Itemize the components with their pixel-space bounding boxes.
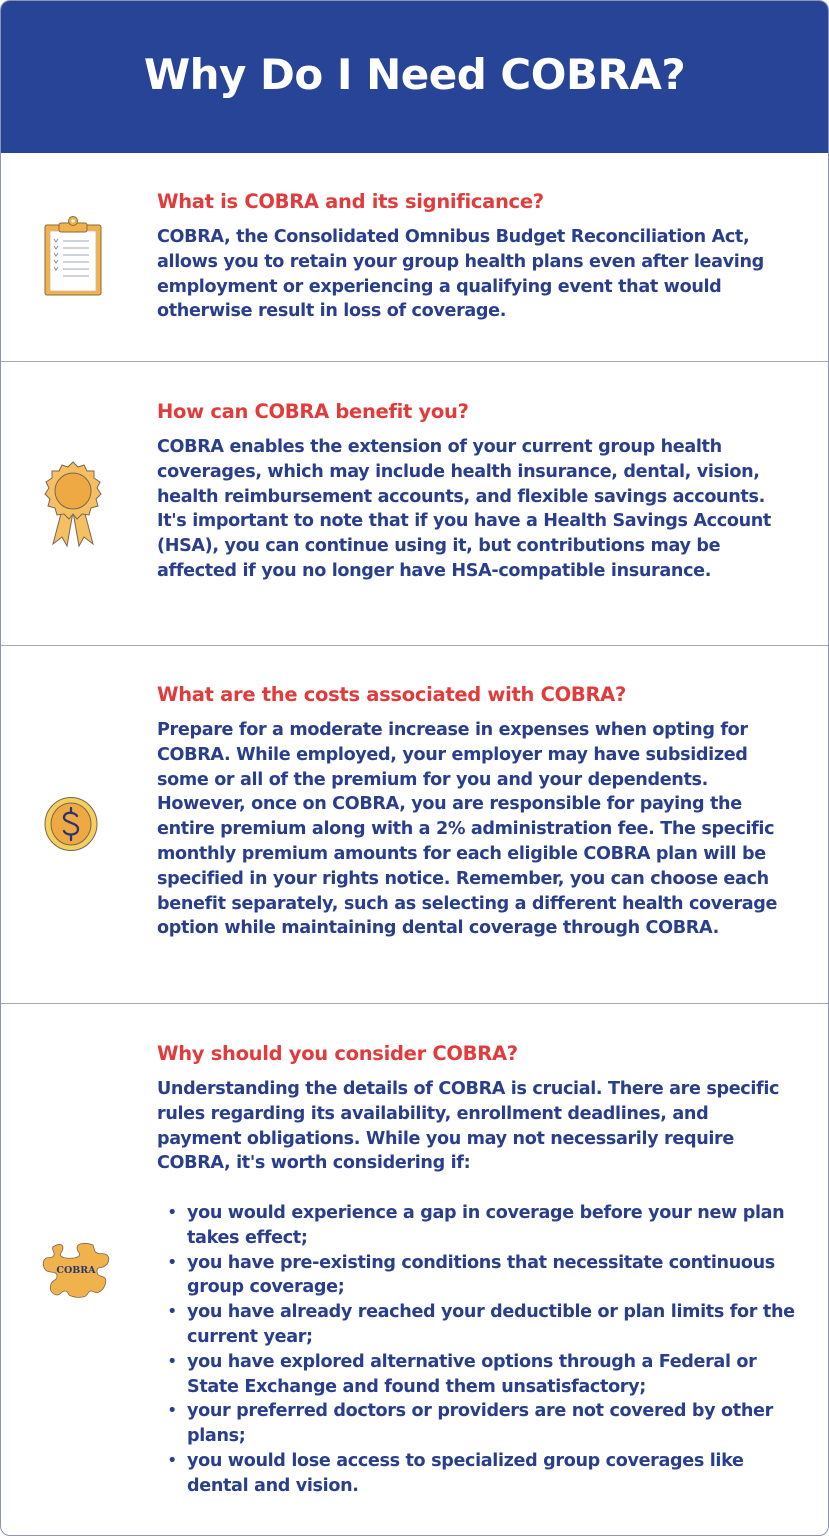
page-title: Why Do I Need COBRA? [143,49,686,99]
list-item: • you would lose access to specialized group coverages like dental and vision. [167,1449,798,1499]
section-question: What are the costs associated with COBRA? [157,683,626,706]
section-question: Why should you consider COBRA? [157,1042,518,1065]
section-answer: COBRA, the Consolidated Omnibus Budget Reconciliation Act, allows you to retain your group health plans even after leaving employment or experiencing a qualifying event that would otherwise result in loss of coverage. [157,227,764,322]
section-what-is-cobra [1,153,828,362]
section-answer: COBRA enables the extension of your current group health coverages, which may include health insurance, dental, vision, health reimbursement accounts, and flexible savings accounts. It's important to note that if you have a Health Savings Account (HSA), you can continue using it, but contributions may be affected if you no longer have HSA-compatible insurance. [157,437,771,581]
list-item: • you have already reached your deductible or plan limits for the current year; [167,1300,798,1350]
list-item: • your preferred doctors or providers are not covered by other plans; [167,1399,798,1449]
svg-text:COBRA: COBRA [56,1265,96,1276]
section-question: What is COBRA and its significance? [157,190,544,213]
list-item: • you would experience a gap in coverage before your new plan takes effect; [167,1201,798,1251]
clipboard-checklist-icon [39,215,105,303]
section-cobra-benefits [1,362,828,646]
section-answer: Understanding the details of COBRA is crucial. There are specific rules regarding its availability, enrollment deadlines, and payment obligations. While you may not necessarily require COBRA, it's worth considering if: [157,1079,780,1174]
award-ribbon-icon [39,460,107,554]
dollar-coin-icon [43,796,99,856]
section-cobra-costs [1,646,828,1004]
list-item: • you have pre-existing conditions that necessitate continuous group coverage; [167,1251,798,1301]
puzzle-piece-icon [41,1239,111,1303]
section-question: How can COBRA benefit you? [157,400,469,423]
list-item: • you have explored alternative options through a Federal or State Exchange and found them unsatisfactory; [167,1350,798,1400]
section-answer: Prepare for a moderate increase in expenses when opting for COBRA. While employed, your employer may have subsidized some or all of the premium for you and your dependents. However, once on COBRA, you are responsible for paying the entire premium along with a 2% administration fee. The specific monthly premium amounts for each eligible COBRA plan will be specified in your rights notice. Remember, you can choose each benefit separately, such as selecting a different health coverage option while maintaining dental coverage through COBRA. [157,720,778,939]
header-banner [1,1,828,153]
section-why-consider-cobra [1,1004,828,1536]
considerations-list [157,1201,798,1499]
